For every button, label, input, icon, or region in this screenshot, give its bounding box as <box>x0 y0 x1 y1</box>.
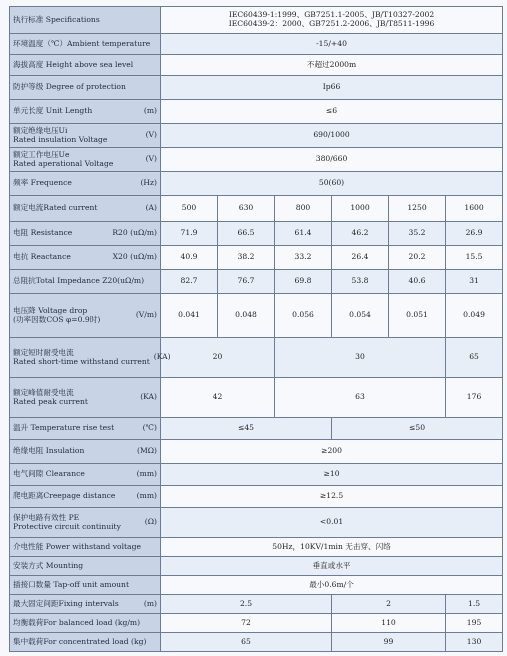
table-row <box>10 76 503 100</box>
table-cell: 20.2 <box>389 246 446 270</box>
table-row <box>10 246 503 270</box>
temp-rise-unit: (℃) <box>142 423 157 433</box>
table-cell: 0.048 <box>218 294 275 338</box>
table-row <box>10 464 503 486</box>
table-cell: 30 <box>275 338 446 378</box>
impedance-label: 总阻抗Total Impedance Z20(uΩ/m) <box>10 270 161 294</box>
table-row <box>10 148 503 172</box>
tapoff-value: 最小0.6m/个 <box>161 576 503 595</box>
table-cell: 42 <box>161 378 275 418</box>
table-cell: 71.9 <box>161 222 218 246</box>
peak-cn: 额定峰值耐受电流 <box>13 387 74 397</box>
spec-value <box>161 7 503 34</box>
table-cell: 15.5 <box>446 246 503 270</box>
table-row <box>10 222 503 246</box>
voltage-drop-en: 电压降 Voltage drop <box>13 305 88 315</box>
table-cell: 500 <box>161 196 218 222</box>
table-cell: 99 <box>332 633 446 652</box>
clearance-unit: (mm) <box>136 469 157 479</box>
creepage-label <box>10 486 161 508</box>
table-cell: 0.049 <box>446 294 503 338</box>
spec-value-line2: IEC60439-2：2000、GB7251.2-2006、JB/T8511-1996 <box>228 19 435 28</box>
table-cell: 40.9 <box>161 246 218 270</box>
ambient-label: 环境温度（℃）Ambient temperature <box>10 34 161 55</box>
short-time-cn: 额定短时耐受电流 <box>13 347 74 357</box>
insulation-value: ≥200 <box>161 440 503 464</box>
specification-table <box>9 6 503 652</box>
insulation-unit: (MΩ) <box>137 446 157 456</box>
table-cell: 66.5 <box>218 222 275 246</box>
insulation-label <box>10 440 161 464</box>
table-row <box>10 557 503 576</box>
table-cell: 20 <box>161 338 275 378</box>
voltage-drop-unit: (V/m) <box>135 310 157 320</box>
frequency-value: 50(60) <box>161 172 503 196</box>
op-voltage-unit: (V) <box>145 154 157 164</box>
table-row <box>10 508 503 538</box>
table-cell: 61.4 <box>275 222 332 246</box>
withstand-label: 介电性能 Power withstand voltage <box>10 538 161 557</box>
temp-rise-text: 温升 Temperature rise test <box>13 423 115 433</box>
protection-value: Ip66 <box>161 76 503 100</box>
peak-en: Rated peak current <box>13 396 88 406</box>
table-cell: 26.9 <box>446 222 503 246</box>
table-row <box>10 440 503 464</box>
table-cell: ≤45 <box>161 418 332 440</box>
table-row <box>10 338 503 378</box>
balanced-label: 均衡载荷For balanced load (kg/m) <box>10 614 161 633</box>
table-cell: 0.054 <box>332 294 389 338</box>
table-row <box>10 576 503 595</box>
ins-voltage-value: 690/1000 <box>161 124 503 148</box>
table-cell: 65 <box>446 338 503 378</box>
table-cell: 40.6 <box>389 270 446 294</box>
ins-voltage-en: Rated insulation Voltage <box>13 134 108 144</box>
op-voltage-label <box>10 148 161 172</box>
resistance-unit: R20 (uΩ/m) <box>112 228 157 238</box>
table-row <box>10 378 503 418</box>
fixing-text: 最大固定间距Fixing intervals <box>13 598 119 608</box>
table-cell: 630 <box>218 196 275 222</box>
table-cell: 800 <box>275 196 332 222</box>
table-cell: 26.4 <box>332 246 389 270</box>
table-cell: 0.041 <box>161 294 218 338</box>
table-cell: 0.056 <box>275 294 332 338</box>
table-cell: 130 <box>446 633 503 652</box>
op-voltage-cn: 额定工作电压Ue <box>13 149 70 159</box>
protective-label <box>10 508 161 538</box>
rated-current-unit: (A) <box>145 203 157 213</box>
table-row <box>10 55 503 76</box>
altitude-label: 海拔高度 Height above sea level <box>10 55 161 76</box>
table-row <box>10 633 503 652</box>
resistance-label <box>10 222 161 246</box>
protective-value: <0.01 <box>161 508 503 538</box>
table-cell: 82.7 <box>161 270 218 294</box>
creepage-value: ≥12.5 <box>161 486 503 508</box>
table-cell: 76.7 <box>218 270 275 294</box>
voltage-drop-note: (功率因数COS φ=0.9时) <box>13 314 101 324</box>
mounting-value: 垂直或水平 <box>161 557 503 576</box>
table-cell: 1000 <box>332 196 389 222</box>
table-row <box>10 34 503 55</box>
table-cell: 1.5 <box>446 595 503 614</box>
unit-length-value: ≤6 <box>161 100 503 124</box>
spec-label: 执行标准 Specifications <box>10 7 161 34</box>
frequency-unit: (Hz) <box>140 178 157 188</box>
mounting-label: 安装方式 Mounting <box>10 557 161 576</box>
table-row <box>10 196 503 222</box>
table-cell: 72 <box>161 614 332 633</box>
rated-current-label <box>10 196 161 222</box>
clearance-value: ≥10 <box>161 464 503 486</box>
peak-label <box>10 378 161 418</box>
frequency-text: 频率 Frequence <box>13 178 72 188</box>
concentrated-label: 集中载荷For concentrated load (kg) <box>10 633 161 652</box>
clearance-text: 电气间隙 Clearance <box>13 469 85 479</box>
table-row <box>10 595 503 614</box>
rated-current-text: 额定电流Rated current <box>13 203 98 213</box>
ins-voltage-cn: 额定绝缘电压Ui <box>13 125 68 135</box>
unit-length-text: 单元长度 Unit Length <box>13 106 93 116</box>
altitude-value: 不超过2000m <box>161 55 503 76</box>
table-cell: 53.8 <box>332 270 389 294</box>
tapoff-label: 插接口数量 Tap-off unit amount <box>10 576 161 595</box>
reactance-label <box>10 246 161 270</box>
fixing-label <box>10 595 161 614</box>
table-cell: 110 <box>332 614 446 633</box>
table-cell: 195 <box>446 614 503 633</box>
table-cell: 33.2 <box>275 246 332 270</box>
temp-rise-label <box>10 418 161 440</box>
table-cell: 35.2 <box>389 222 446 246</box>
table-cell: 65 <box>161 633 332 652</box>
spec-value-line1: IEC60439-1:1999、GB7251.1-2005、JB/T10327-2002 <box>228 10 435 20</box>
unit-length-unit: (m) <box>143 106 157 116</box>
table-row <box>10 614 503 633</box>
protective-cn: 保护电路有效性 PE <box>13 512 80 522</box>
withstand-value: 50Hz，10KV/1min 无击穿、闪络 <box>161 538 503 557</box>
ambient-value: -15/+40 <box>161 34 503 55</box>
op-voltage-value: 380/660 <box>161 148 503 172</box>
table-cell: 2.5 <box>161 595 332 614</box>
voltage-drop-label <box>10 294 161 338</box>
frequency-label <box>10 172 161 196</box>
table-row <box>10 486 503 508</box>
table-row <box>10 270 503 294</box>
table-cell: 2 <box>332 595 446 614</box>
ins-voltage-label <box>10 124 161 148</box>
short-time-unit: (KA) <box>153 352 171 362</box>
table-cell: 69.8 <box>275 270 332 294</box>
creepage-text: 爬电距离Creepage distance <box>13 491 116 501</box>
table-cell: 31 <box>446 270 503 294</box>
protective-en: Protective circuit continuity <box>13 521 121 531</box>
ins-voltage-unit: (V) <box>145 130 157 140</box>
short-time-label <box>10 338 171 378</box>
table-row <box>10 418 503 440</box>
reactance-text: 电抗 Reactance <box>13 252 71 262</box>
table-cell: 63 <box>275 378 446 418</box>
protective-unit: (Ω) <box>144 517 157 527</box>
insulation-text: 绝缘电阻 Insulation <box>13 446 85 456</box>
table-row <box>10 100 503 124</box>
unit-length-label <box>10 100 161 124</box>
peak-unit: (KA) <box>140 392 157 402</box>
table-cell: 1600 <box>446 196 503 222</box>
creepage-unit: (mm) <box>136 491 157 501</box>
table-cell: 46.2 <box>332 222 389 246</box>
op-voltage-en: Rated aperational Voltage <box>13 158 114 168</box>
table-cell: ≤50 <box>332 418 503 440</box>
table-cell: 38.2 <box>218 246 275 270</box>
table-cell: 176 <box>446 378 503 418</box>
fixing-unit: (m) <box>143 598 157 608</box>
table-row <box>10 124 503 148</box>
protection-label: 防护等级 Degree of protection <box>10 76 161 100</box>
short-time-en: Rated short-time withstand current <box>13 356 150 366</box>
resistance-text: 电阻 Resistance <box>13 228 73 238</box>
table-row <box>10 172 503 196</box>
table-row <box>10 294 503 338</box>
table-cell: 1250 <box>389 196 446 222</box>
table-row <box>10 7 503 34</box>
reactance-unit: X20 (uΩ/m) <box>112 252 157 262</box>
clearance-label <box>10 464 161 486</box>
table-cell: 0.051 <box>389 294 446 338</box>
table-row <box>10 538 503 557</box>
